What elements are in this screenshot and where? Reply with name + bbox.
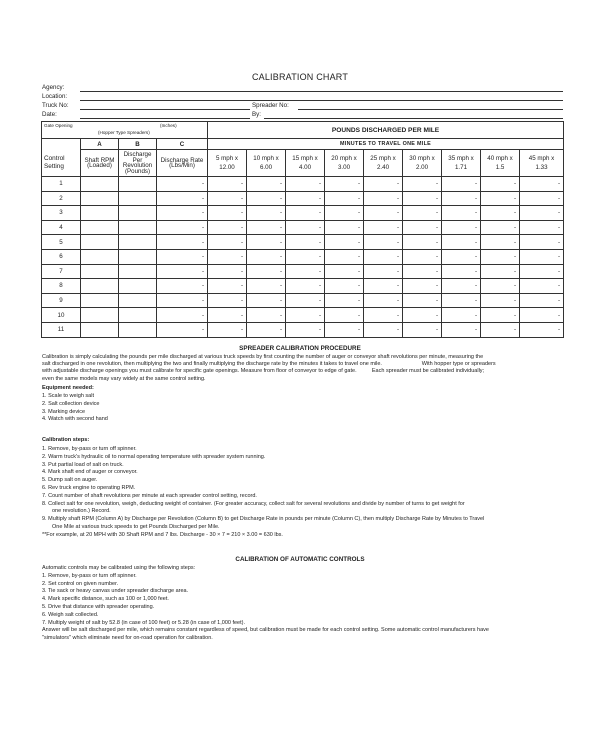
- by-label: By:: [252, 111, 261, 118]
- discharge-rate-cell[interactable]: -: [157, 249, 208, 264]
- discharge-rate-cell[interactable]: -: [157, 177, 208, 192]
- pounds-per-mile-cell[interactable]: -: [481, 220, 520, 235]
- pounds-per-mile-cell[interactable]: -: [247, 206, 286, 221]
- speed-45-header: [520, 150, 564, 177]
- pounds-per-mile-cell[interactable]: -: [286, 322, 325, 337]
- pounds-per-mile-cell[interactable]: -: [403, 264, 442, 279]
- list-item: 7. Multiply weight of salt by 52.8 (in case of 100 feet) or 5.28 (in case of 1,000 feet).: [42, 619, 246, 626]
- pounds-per-mile-cell[interactable]: -: [364, 206, 403, 221]
- agency-line[interactable]: [80, 91, 563, 92]
- procedure-line-4: even the same models may vary widely at the same control setting.: [42, 375, 206, 382]
- list-item: 8. Collect salt for one revolution, weigh, deducting weight of container. (For greater accuracy, collect salt for several revolutions and divide by number of turns to get weight for: [42, 500, 465, 507]
- pounds-per-mile-cell[interactable]: -: [481, 293, 520, 308]
- speed-45-value: 1.33: [535, 164, 548, 171]
- discharge-rate-cell[interactable]: -: [157, 191, 208, 206]
- discharge-rate-cell[interactable]: -: [157, 322, 208, 337]
- pounds-per-mile-cell[interactable]: -: [208, 322, 247, 337]
- pounds-per-mile-cell[interactable]: -: [208, 191, 247, 206]
- pounds-per-mile-cell[interactable]: -: [403, 293, 442, 308]
- column-header-row: [42, 150, 564, 177]
- speed-30-header: [403, 150, 442, 177]
- table-body: [42, 177, 564, 338]
- speed-25-header: [364, 150, 403, 177]
- pounds-per-mile-cell[interactable]: -: [442, 264, 481, 279]
- col-c-header: C: [157, 139, 208, 150]
- shaft-rpm-cell[interactable]: [81, 279, 119, 294]
- pounds-per-mile-cell[interactable]: -: [286, 308, 325, 323]
- procedure-line-3: with adjustable discharge openings you must calibrate for specific gate openings. Measure from floor of conveyor to edge of gate. Each spreader must be calibrated individually;: [42, 368, 485, 375]
- date-line[interactable]: [80, 118, 250, 119]
- list-item: 9. Multiply shaft RPM (Column A) by Discharge per Revolution (Column B) to get Discharge Rate in pounds per minute (Column C), then multiply Discharge Rate by Minutes to Travel: [42, 516, 485, 523]
- pounds-per-mile-cell[interactable]: -: [325, 308, 364, 323]
- discharge-rate-header: Discharge Rate (Lbs/Min): [157, 150, 208, 177]
- shaft-rpm-cell[interactable]: [81, 308, 119, 323]
- pounds-per-mile-cell[interactable]: -: [403, 279, 442, 294]
- pounds-per-mile-cell[interactable]: -: [325, 235, 364, 250]
- pounds-per-mile-cell[interactable]: -: [286, 177, 325, 192]
- table-row: [42, 293, 564, 308]
- gate-opening-label: Gate Opening: [44, 123, 73, 128]
- pounds-per-mile-cell[interactable]: -: [481, 177, 520, 192]
- by-line[interactable]: [264, 118, 563, 119]
- control-setting-cell: 9: [42, 293, 81, 308]
- pounds-per-mile-cell[interactable]: -: [403, 220, 442, 235]
- list-item: 3. Marking device: [42, 408, 86, 415]
- speed-10-label: 10 mph x: [253, 155, 279, 162]
- list-item: 2. Set control on given number.: [42, 580, 119, 587]
- col-b-header: B: [119, 139, 157, 150]
- discharge-per-rev-cell[interactable]: [119, 308, 157, 323]
- discharge-per-rev-header: Discharge Per Revolution (Pounds): [119, 150, 157, 177]
- list-item: 1. Remove, by-pass or turn off spinner.: [42, 572, 137, 579]
- pounds-per-mile-cell[interactable]: -: [364, 249, 403, 264]
- speed-35-value: 1.71: [454, 164, 468, 171]
- pounds-per-mile-cell[interactable]: -: [208, 279, 247, 294]
- control-setting-cell: 5: [42, 235, 81, 250]
- control-setting-cell: 6: [42, 249, 81, 264]
- pounds-per-mile-cell[interactable]: -: [325, 279, 364, 294]
- pounds-per-mile-cell[interactable]: -: [208, 293, 247, 308]
- pounds-per-mile-cell[interactable]: -: [520, 220, 564, 235]
- list-item: 6. Rev truck engine to operating RPM.: [42, 484, 136, 491]
- pounds-per-mile-cell[interactable]: -: [364, 308, 403, 323]
- shaft-rpm-cell[interactable]: [81, 249, 119, 264]
- pounds-per-mile-cell[interactable]: -: [442, 279, 481, 294]
- pounds-per-mile-cell[interactable]: -: [442, 177, 481, 192]
- pounds-per-mile-cell[interactable]: -: [442, 206, 481, 221]
- automatic-title: CALIBRATION OF AUTOMATIC CONTROLS: [235, 556, 365, 563]
- pounds-per-mile-cell[interactable]: -: [325, 322, 364, 337]
- pounds-per-mile-cell[interactable]: -: [325, 191, 364, 206]
- control-setting-header: Control Setting: [42, 150, 81, 177]
- pounds-per-mile-cell[interactable]: -: [403, 177, 442, 192]
- speed-30-value: 2.00: [415, 164, 429, 171]
- equipment-list: [42, 393, 562, 424]
- speed-20-value: 3.00: [337, 164, 351, 171]
- shaft-rpm-cell[interactable]: [81, 191, 119, 206]
- pounds-per-mile-cell[interactable]: -: [208, 249, 247, 264]
- pounds-per-mile-cell[interactable]: -: [247, 293, 286, 308]
- calibration-steps-label: Calibration steps:: [42, 437, 90, 443]
- calibration-table: [41, 121, 564, 338]
- shaft-rpm-cell[interactable]: [81, 322, 119, 337]
- procedure-text: [42, 354, 558, 383]
- automatic-intro: Automatic controls may be calibrated using the following steps:: [42, 565, 196, 571]
- list-item: 4. Mark specific distance, such as 100 or 1,000 feet.: [42, 596, 169, 603]
- list-item: 7. Count number of shaft revolutions per minute at each spreader control setting, record.: [42, 492, 257, 499]
- discharge-per-rev-cell[interactable]: [119, 293, 157, 308]
- pounds-per-mile-cell[interactable]: -: [286, 235, 325, 250]
- pounds-per-mile-cell[interactable]: -: [481, 322, 520, 337]
- list-item: 4. Mark shaft end of auger or conveyor.: [42, 469, 138, 476]
- control-setting-cell: 4: [42, 220, 81, 235]
- speed-35-header: [442, 150, 481, 177]
- table-row: [42, 235, 564, 250]
- procedure-title: SPREADER CALIBRATION PROCEDURE: [239, 345, 361, 352]
- discharge-per-rev-cell[interactable]: [119, 206, 157, 221]
- pounds-per-mile-cell[interactable]: -: [403, 308, 442, 323]
- pounds-per-mile-cell[interactable]: -: [364, 279, 403, 294]
- pounds-per-mile-cell[interactable]: -: [247, 249, 286, 264]
- pounds-per-mile-cell[interactable]: -: [247, 264, 286, 279]
- pounds-per-mile-cell[interactable]: -: [520, 191, 564, 206]
- col-a-header: A: [81, 139, 119, 150]
- control-setting-cell: 7: [42, 264, 81, 279]
- discharge-rate-cell[interactable]: -: [157, 206, 208, 221]
- pounds-per-mile-header: POUNDS DISCHARGED PER MILE: [208, 122, 564, 139]
- discharge-per-rev-cell[interactable]: [119, 322, 157, 337]
- shaft-rpm-cell[interactable]: [81, 264, 119, 279]
- speed-5-value: 12.00: [219, 164, 235, 171]
- procedure-line-1: Calibration is simply calculating the pounds per mile discharged at various truck speeds by first counting the number of auger or conveyor shaft revolutions per minute, measuring the: [42, 354, 484, 360]
- speed-15-header: [286, 150, 325, 177]
- table-row: [42, 206, 564, 221]
- list-item: 2. Warm truck's hydraulic oil to normal operating temperature with spreader system running.: [42, 453, 266, 460]
- inches-label: (Inches): [160, 123, 177, 128]
- spreader-no-label: Spreader No:: [252, 102, 289, 109]
- pounds-per-mile-cell[interactable]: -: [520, 308, 564, 323]
- example-line: **For example, at 20 MPH with 30 Shaft RPM and 7 lbs. Discharge - 30 × 7 = 210 × 3.00 = 630 lbs.: [42, 531, 283, 538]
- table-row: [42, 177, 564, 192]
- pounds-per-mile-cell[interactable]: -: [442, 308, 481, 323]
- pounds-per-mile-cell[interactable]: -: [286, 249, 325, 264]
- list-item: 2. Salt collection device: [42, 400, 100, 407]
- speed-10-header: [247, 150, 286, 177]
- pounds-per-mile-cell[interactable]: -: [325, 264, 364, 279]
- pounds-per-mile-cell[interactable]: -: [325, 220, 364, 235]
- pounds-per-mile-cell[interactable]: -: [520, 177, 564, 192]
- list-item: 5. Dump salt on auger.: [42, 477, 98, 484]
- speed-5-header: [208, 150, 247, 177]
- speed-10-value: 6.00: [259, 164, 273, 171]
- list-item: 1. Scale to weigh salt: [42, 393, 94, 399]
- pounds-per-mile-cell[interactable]: -: [364, 293, 403, 308]
- control-setting-cell: 8: [42, 279, 81, 294]
- pounds-per-mile-cell[interactable]: -: [442, 191, 481, 206]
- pounds-per-mile-cell[interactable]: -: [520, 264, 564, 279]
- pounds-per-mile-cell[interactable]: -: [286, 191, 325, 206]
- shaft-rpm-cell[interactable]: [81, 177, 119, 192]
- shaft-rpm-cell[interactable]: [81, 293, 119, 308]
- speed-35-label: 35 mph x: [448, 155, 474, 162]
- discharge-per-rev-cell[interactable]: [119, 177, 157, 192]
- list-item: one revolution.) Record.: [52, 508, 111, 515]
- pounds-per-mile-cell[interactable]: -: [364, 220, 403, 235]
- pounds-per-mile-cell[interactable]: -: [442, 220, 481, 235]
- discharge-per-rev-cell[interactable]: [119, 279, 157, 294]
- pounds-per-mile-cell[interactable]: -: [364, 191, 403, 206]
- pounds-per-mile-cell[interactable]: -: [403, 322, 442, 337]
- pounds-per-mile-cell[interactable]: -: [247, 322, 286, 337]
- pounds-per-mile-cell[interactable]: -: [364, 235, 403, 250]
- speed-15-label: 15 mph x: [292, 155, 318, 162]
- procedure-line-2: salt discharged in one revolution, then multiplying the two and finally multiplying the discharge rate by the minutes it takes to travel one mile. With hopper type or spreaders: [42, 361, 496, 368]
- spreader-no-line[interactable]: [298, 109, 563, 110]
- pounds-per-mile-cell[interactable]: -: [286, 220, 325, 235]
- discharge-per-rev-cell[interactable]: [119, 249, 157, 264]
- pounds-per-mile-cell[interactable]: -: [442, 235, 481, 250]
- table-row: [42, 220, 564, 235]
- shaft-rpm-cell[interactable]: [81, 220, 119, 235]
- pounds-per-mile-cell[interactable]: -: [403, 206, 442, 221]
- pounds-per-mile-cell[interactable]: -: [208, 220, 247, 235]
- list-item: 1. Remove, by-pass or turn off spinner.: [42, 446, 137, 452]
- table-row: [42, 322, 564, 337]
- pounds-per-mile-cell[interactable]: -: [442, 322, 481, 337]
- pounds-per-mile-cell[interactable]: -: [208, 235, 247, 250]
- automatic-list: [42, 565, 562, 643]
- pounds-per-mile-cell[interactable]: -: [442, 249, 481, 264]
- pounds-per-mile-cell[interactable]: -: [208, 264, 247, 279]
- page-title: CALIBRATION CHART: [251, 72, 349, 82]
- pounds-per-mile-cell[interactable]: -: [364, 264, 403, 279]
- pounds-per-mile-cell[interactable]: -: [286, 264, 325, 279]
- abc-header-row: [42, 139, 564, 150]
- pounds-per-mile-cell[interactable]: -: [247, 191, 286, 206]
- pounds-per-mile-cell[interactable]: -: [442, 293, 481, 308]
- pounds-per-mile-cell[interactable]: -: [481, 249, 520, 264]
- speed-40-label: 40 mph x: [487, 155, 513, 162]
- table-row: [42, 249, 564, 264]
- pounds-per-mile-cell[interactable]: -: [481, 308, 520, 323]
- minutes-travel-header: MINUTES TO TRAVEL ONE MILE: [208, 139, 564, 150]
- discharge-rate-cell[interactable]: -: [157, 264, 208, 279]
- discharge-rate-cell[interactable]: -: [157, 235, 208, 250]
- pounds-per-mile-cell[interactable]: -: [286, 293, 325, 308]
- speed-5-label: 5 mph x: [215, 155, 238, 162]
- list-item: 4. Watch with second hand: [42, 416, 108, 423]
- pounds-per-mile-cell[interactable]: -: [403, 235, 442, 250]
- speed-20-header: [325, 150, 364, 177]
- discharge-per-rev-cell[interactable]: [119, 235, 157, 250]
- pounds-per-mile-cell[interactable]: -: [520, 322, 564, 337]
- control-setting-cell: 11: [42, 322, 81, 337]
- location-line[interactable]: [80, 100, 563, 101]
- pounds-per-mile-cell[interactable]: -: [247, 177, 286, 192]
- pounds-per-mile-cell[interactable]: -: [520, 206, 564, 221]
- control-setting-cell: 10: [42, 308, 81, 323]
- table-row: [42, 191, 564, 206]
- pounds-per-mile-cell[interactable]: -: [325, 249, 364, 264]
- list-item: 6. Weigh salt collected.: [42, 611, 99, 618]
- pounds-per-mile-cell[interactable]: -: [208, 308, 247, 323]
- table-row: [42, 279, 564, 294]
- pounds-per-mile-cell[interactable]: -: [247, 235, 286, 250]
- table-row: [42, 308, 564, 323]
- pounds-per-mile-cell[interactable]: -: [481, 191, 520, 206]
- speed-25-value: 2.40: [376, 164, 390, 171]
- gate-opening-cell[interactable]: [42, 122, 208, 139]
- list-item: One Mile at various truck speeds to get Pounds Discharged per Mile.: [52, 523, 220, 530]
- speed-30-label: 30 mph x: [409, 155, 435, 162]
- pounds-per-mile-cell[interactable]: -: [403, 191, 442, 206]
- list-item: 3. Tie sack or heavy canvas under spreader discharge area.: [42, 588, 189, 595]
- speed-25-label: 25 mph x: [370, 155, 396, 162]
- pounds-per-mile-cell[interactable]: -: [286, 279, 325, 294]
- pounds-per-mile-cell[interactable]: -: [481, 235, 520, 250]
- date-label: Date:: [42, 111, 57, 118]
- pounds-per-mile-cell[interactable]: -: [247, 220, 286, 235]
- truck-no-line[interactable]: [80, 109, 250, 110]
- discharge-rate-cell[interactable]: -: [157, 279, 208, 294]
- list-item: 5. Drive that distance with spreader operating.: [42, 603, 155, 610]
- table-header-row: [42, 122, 564, 139]
- pounds-per-mile-cell[interactable]: -: [520, 249, 564, 264]
- hopper-type-label: (Hopper Type Spreaders): [98, 130, 150, 135]
- speed-45-label: 45 mph x: [528, 155, 555, 162]
- shaft-rpm-header: Shaft RPM (Loaded): [81, 150, 119, 177]
- shaft-rpm-cell[interactable]: [81, 235, 119, 250]
- discharge-per-rev-cell[interactable]: [119, 191, 157, 206]
- pounds-per-mile-cell[interactable]: -: [481, 279, 520, 294]
- pounds-per-mile-cell[interactable]: -: [286, 206, 325, 221]
- pounds-per-mile-cell[interactable]: -: [325, 293, 364, 308]
- control-setting-cell: 1: [42, 177, 81, 192]
- pounds-per-mile-cell[interactable]: -: [520, 235, 564, 250]
- discharge-per-rev-cell[interactable]: [119, 220, 157, 235]
- pounds-per-mile-cell[interactable]: -: [481, 206, 520, 221]
- pounds-per-mile-cell[interactable]: -: [325, 177, 364, 192]
- truck-no-label: Truck No:: [42, 102, 69, 109]
- pounds-per-mile-cell[interactable]: -: [247, 308, 286, 323]
- control-setting-cell: 2: [42, 191, 81, 206]
- discharge-rate-cell[interactable]: -: [157, 293, 208, 308]
- discharge-rate-cell[interactable]: -: [157, 308, 208, 323]
- pounds-per-mile-cell[interactable]: -: [247, 279, 286, 294]
- discharge-per-rev-cell[interactable]: [119, 264, 157, 279]
- speed-40-header: [481, 150, 520, 177]
- pounds-per-mile-cell[interactable]: -: [364, 322, 403, 337]
- pounds-per-mile-cell[interactable]: -: [481, 264, 520, 279]
- discharge-rate-cell[interactable]: -: [157, 220, 208, 235]
- blank-header-cell: [42, 139, 81, 150]
- pounds-per-mile-cell[interactable]: -: [208, 177, 247, 192]
- table-row: [42, 264, 564, 279]
- speed-20-label: 20 mph x: [331, 155, 357, 162]
- pounds-per-mile-cell[interactable]: -: [520, 279, 564, 294]
- speed-40-value: 1.5: [495, 164, 505, 171]
- automatic-answer-1: Answer will be salt discharged per mile, which remains constant regardless of speed, but calibration must be made for each control setting. Some automatic control manufacturers have: [42, 627, 489, 634]
- speed-15-value: 4.00: [298, 164, 312, 171]
- pounds-per-mile-cell[interactable]: -: [208, 206, 247, 221]
- equipment-label: Equipment needed:: [42, 385, 94, 391]
- list-item: 3. Put partial load of salt on truck.: [42, 461, 124, 468]
- shaft-rpm-cell[interactable]: [81, 206, 119, 221]
- pounds-per-mile-cell[interactable]: -: [403, 249, 442, 264]
- pounds-per-mile-cell[interactable]: -: [520, 293, 564, 308]
- pounds-per-mile-cell[interactable]: -: [325, 206, 364, 221]
- calibration-steps-list: [42, 446, 562, 540]
- agency-label: Agency:: [42, 84, 65, 91]
- location-label: Location:: [42, 93, 68, 100]
- automatic-answer-2: "simulators" which eliminate need for on-road operation for calibration.: [42, 635, 213, 642]
- control-setting-cell: 3: [42, 206, 81, 221]
- pounds-per-mile-cell[interactable]: -: [364, 177, 403, 192]
